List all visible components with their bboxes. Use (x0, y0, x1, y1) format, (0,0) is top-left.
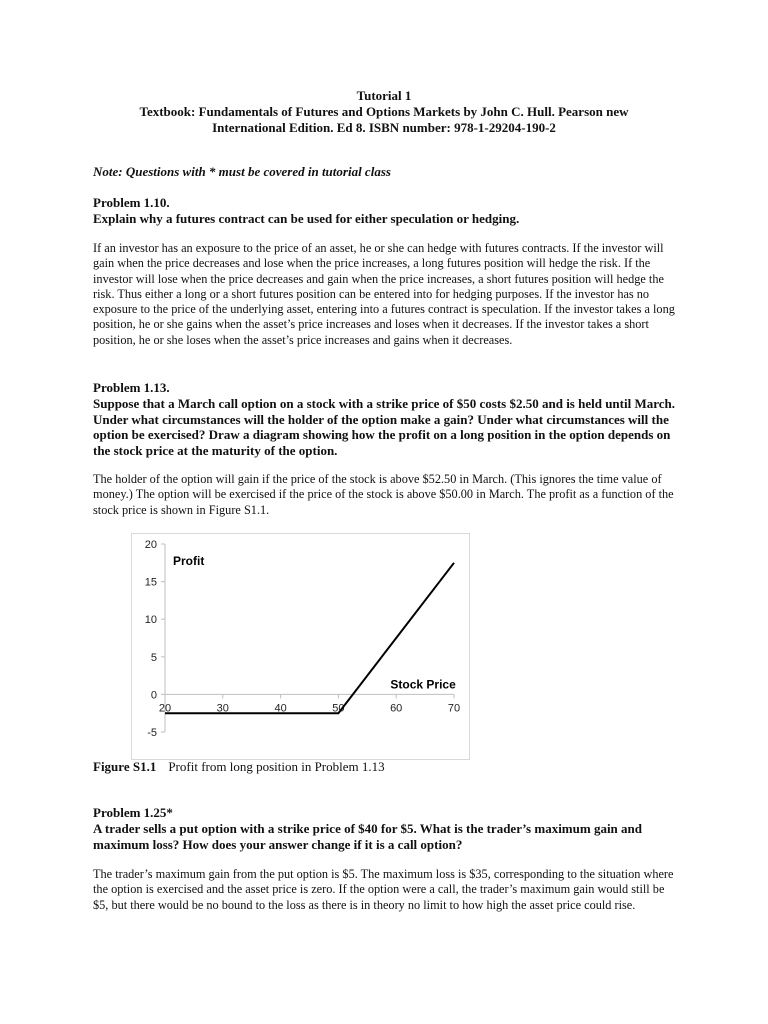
edition-line: International Edition. Ed 8. ISBN number: 978-1-29204-190-2 (212, 120, 556, 135)
tutorial-title: Tutorial 1 (356, 88, 412, 103)
y-tick-label: -5 (147, 727, 157, 739)
profit-chart-svg (132, 534, 469, 759)
figure-caption-text: Profit from long position in Problem 1.13 (168, 759, 385, 774)
x-tick-label: 60 (390, 702, 403, 715)
problem-title: Problem 1.25* (93, 805, 173, 820)
x-tick-label: 40 (274, 702, 287, 715)
x-tick-label: 30 (216, 702, 229, 715)
tutorial-note: Note: Questions with * must be covered in tutorial class (93, 164, 391, 179)
figure-caption (93, 759, 385, 775)
problem-title: Problem 1.13. (93, 380, 170, 395)
figure-label: Figure S1.1 (93, 759, 157, 774)
y-tick-label: 5 (150, 651, 157, 664)
x-tick-label: 70 (447, 702, 461, 715)
y-tick-label: 20 (144, 539, 157, 551)
x-axis-title: Stock Price (390, 677, 456, 692)
problem-answer: The holder of the option will gain if the price of the stock is above $52.50 in March. (This ignores the time value of money.) The option will be exercised if the price of the stock is above $50.00 in March. The profit as a function of the stock price is shown in Figure S1.1. (93, 472, 674, 517)
x-tick-label: 50 (332, 702, 345, 715)
problem-question: Explain why a futures contract can be used for either speculation or hedging. (93, 211, 520, 226)
y-tick-label: 10 (144, 614, 157, 627)
problem-question: Suppose that a March call option on a stock with a strike price of $50 costs $2.50 and is held until March. Under what circumstances will the holder of the option make a gain? Under what circumstances will the option be exercised? Draw a diagram showing how the profit on a long position in the option depends on the stock price at the maturity of the option. (93, 396, 676, 458)
problem-answer: The trader’s maximum gain from the put option is $5. The maximum loss is $35, corresponding to the situation where the option is exercised and the asset price is zero. If the option were a call, the trader’s maximum gain would still be $5, but there would be no bound to the loss as there is in theory no limit to how high the asset price could rise. (93, 867, 674, 912)
problem-answer: If an investor has an exposure to the price of an asset, he or she can hedge with futures contracts. If the investor will gain when the price decreases and lose when the price increases, a long futures position will hedge the risk. If the investor will lose when the price decreases and gain when the price increases, a short futures position will hedge the risk. Thus either a long or a short futures position can be entered into for hedging purposes. If the investor has no exposure to the price of the underlying asset, entering into a futures contract is speculation. If the investor takes a long position, he or she gains when the asset’s price increases and loses when it decreases. If the investor takes a short position, he or she loses when the asset’s price increases and gains when it decreases. (93, 241, 675, 347)
textbook-line: Textbook: Fundamentals of Futures and Options Markets by John C. Hull. Pearson new (139, 104, 629, 119)
problem-title: Problem 1.10. (93, 195, 170, 210)
y-axis-title: Profit (173, 554, 205, 568)
x-tick-label: 20 (158, 702, 172, 715)
y-tick-label: 15 (144, 576, 157, 589)
profit-chart (131, 533, 470, 760)
problem-question: A trader sells a put option with a strike price of $40 for $5. What is the trader’s maximum gain and maximum loss? How does your answer change if it is a call option? (93, 821, 642, 852)
y-tick-label: 0 (150, 689, 157, 702)
